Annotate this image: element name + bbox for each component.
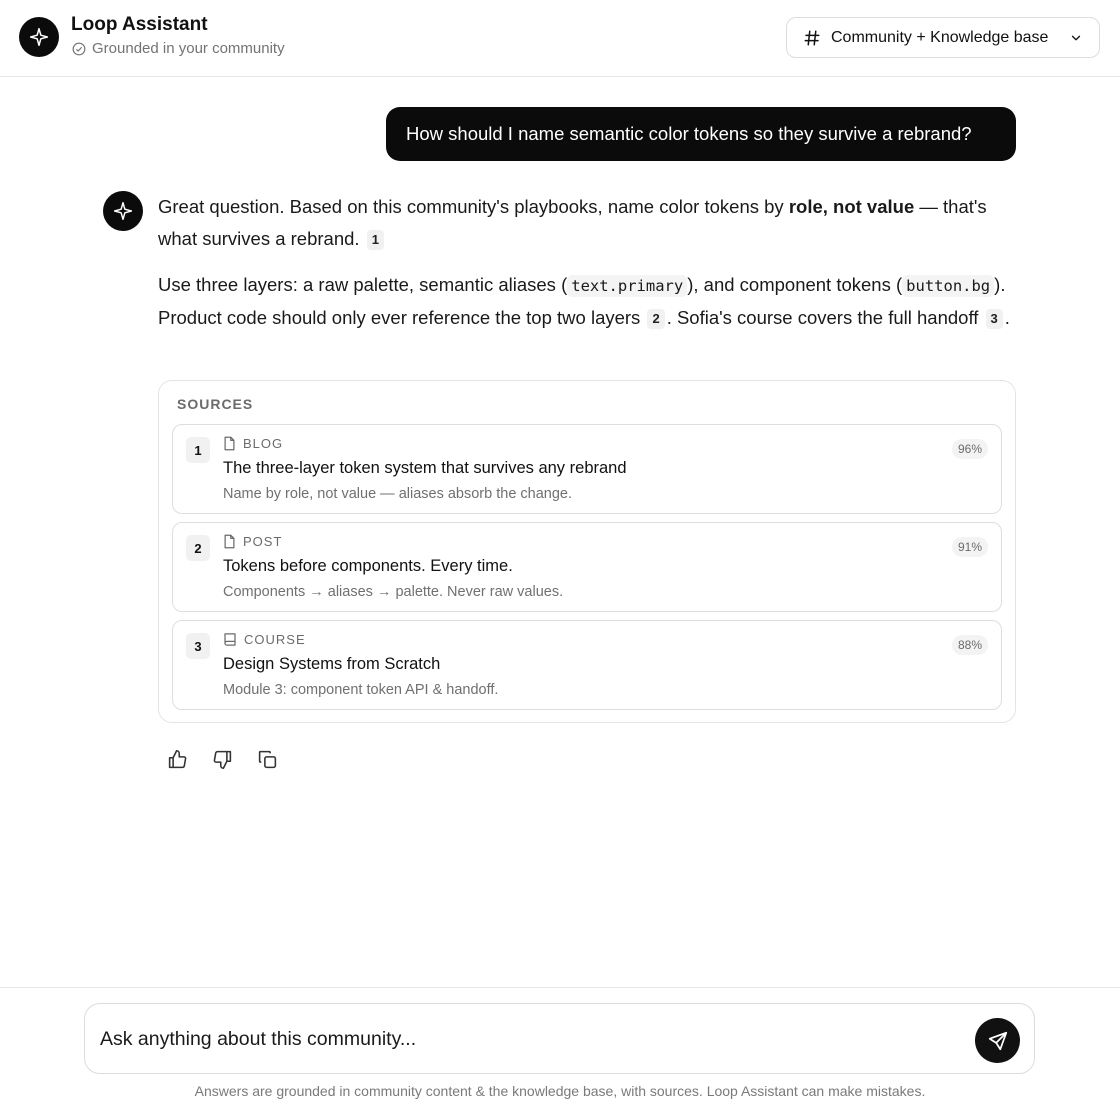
chevron-down-icon [1069,31,1083,45]
thumbs-up-icon [167,749,188,770]
message-input[interactable] [100,1022,960,1056]
grounding-status [72,40,285,57]
relevance-badge: 88% [952,635,988,655]
source-number: 1 [186,437,210,463]
citation-marker[interactable]: 1 [367,230,384,250]
answer-text: . Sofia's course covers the full handoff [666,307,979,328]
file-icon [223,436,236,451]
thumbs-down-icon [212,749,233,770]
source-description: Components → aliases → palette. Never raw values. [223,584,564,600]
file-icon [223,534,236,549]
composer [84,1003,1035,1074]
sources-panel [158,380,1016,723]
app-title: Loop Assistant [71,14,208,35]
source-card[interactable] [172,424,1002,514]
answer-text: ), and component tokens ( [687,274,903,295]
source-type-label: BLOG [243,436,284,451]
subtitle-text: Grounded in your community [92,40,285,57]
thumbs-up-button[interactable] [166,748,189,771]
copy-button[interactable] [256,748,279,771]
assistant-message [158,191,1018,348]
inline-code: button.bg [902,275,994,297]
inline-code: text.primary [567,275,687,297]
answer-text: . [1004,307,1010,328]
source-title: Design Systems from Scratch [223,655,441,673]
source-type [223,632,306,647]
source-card[interactable] [172,522,1002,612]
disclaimer: Answers are grounded in community content & the knowledge base, with sources. Loop Assistant can make mistakes. [194,1083,926,1099]
relevance-badge: 91% [952,537,988,557]
answer-text: — that's what survives a rebrand. [158,196,987,249]
sparkle-icon [113,201,133,221]
source-type-label: COURSE [244,632,306,647]
thumbs-down-button[interactable] [211,748,234,771]
send-icon [987,1030,1009,1052]
source-title: The three-layer token system that survives any rebrand [223,459,627,477]
answer-text: ). Product code should only ever reference the top two layers [158,274,1006,328]
answer-text: Use three layers: a raw palette, semantic aliases ( [158,274,568,295]
source-description: Name by role, not value — aliases absorb the change. [223,486,573,502]
sparkle-icon [29,27,49,47]
app-header [0,0,1120,77]
book-icon [223,632,237,647]
source-number: 3 [186,633,210,659]
answer-paragraph [158,191,1018,255]
source-type [223,534,282,549]
source-title: Tokens before components. Every time. [223,557,513,575]
answer-emphasis: role, not value [788,196,915,217]
source-number: 2 [186,535,210,561]
answer-text: Great question. Based on this community's playbooks, name color tokens by [158,196,789,217]
source-description: Module 3: component token API & handoff. [223,682,499,698]
source-card[interactable] [172,620,1002,710]
user-message: How should I name semantic color tokens so they survive a rebrand? [386,107,1016,161]
source-type-label: POST [243,534,283,549]
message-actions [166,748,279,771]
hash-icon [803,29,821,47]
citation-marker[interactable]: 3 [986,309,1003,329]
relevance-badge: 96% [952,439,988,459]
check-circle-icon [72,42,86,56]
scope-selector[interactable] [786,17,1100,58]
scope-label: Community + Knowledge base [831,28,1049,46]
citation-marker[interactable]: 2 [647,309,664,329]
answer-paragraph [158,269,1018,334]
copy-icon [257,749,278,770]
sources-heading: SOURCES [177,396,254,412]
assistant-avatar [103,191,143,231]
source-type [223,436,283,451]
send-button[interactable] [975,1018,1020,1063]
logo [19,17,59,57]
